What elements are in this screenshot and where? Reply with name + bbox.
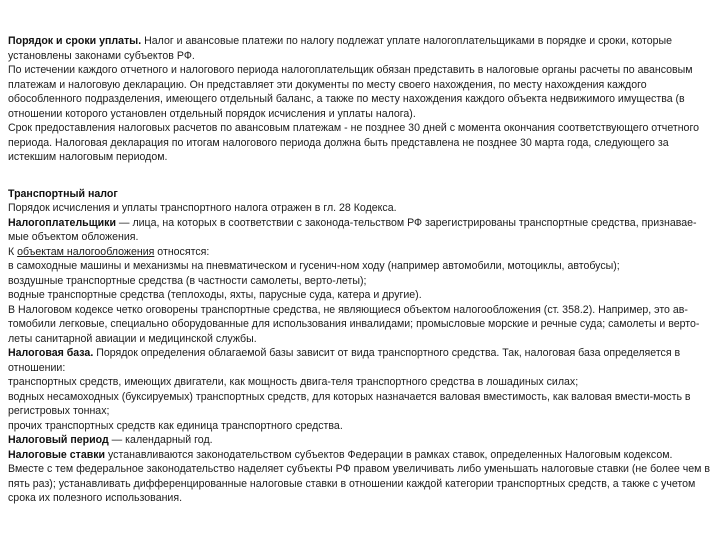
- paragraph-tax-period: [8, 433, 714, 448]
- payment-order-text: Налог и авансовые платежи по налогу подлежат уплате налогоплательщиками в порядке и сроки, которые установлены законами субъектов РФ.: [8, 35, 673, 62]
- object-item: воздушные транспортные средства (в частности самолеты, верто-леты);: [8, 274, 367, 287]
- object-item: водные транспортные средства (теплоходы, яхты, парусные суда, катера и другие).: [8, 289, 422, 301]
- paragraph-tax-base: [8, 346, 714, 375]
- tax-period-text: — календарный год.: [108, 434, 213, 446]
- tax-base-text: Порядок определения облагаемой базы зависит от вида транспортного средства. Так, налоговая база определяется в отношении:: [8, 347, 681, 374]
- object-item: в самоходные машины и механизмы на пневматическом и гусенич-ном ходу (например автомобили, мотоциклы, автобусы);: [8, 260, 620, 272]
- base-item: водных несамоходных (буксируемых) транспортных средств, для которых назначается валовая вместимость, как валовая вмести-мость в регистровых тоннах;: [8, 390, 691, 417]
- base-item: прочих транспортных средств как единица транспортного средства.: [8, 419, 343, 432]
- paragraph-tax-rates: [8, 448, 714, 463]
- section-spacer: [8, 165, 714, 187]
- paragraph-exclusions: В Налоговом кодексе четко оговорены транспортные средства, не являющиеся объектом налогообложения (ст. 358.2). Например, это ав-томобили легковые, специально оборудованные для использования инвалидами; промысловые морские и речные суда; самолеты и верто-леты санитарной авиации и медицинской службы.: [8, 303, 700, 345]
- tax-base-heading: Налоговая база.: [8, 347, 94, 359]
- paragraph-deadlines: Срок предоставления налоговых расчетов по авансовым платежам - не позднее 30 дней с момента окончания соответствующего отчетного периода. Налоговая декларация по итогам налогового периода должна быть представлена не позднее 30 марта года, следующего за истекшим налоговым периодом.: [8, 122, 699, 163]
- objects-underlined-term: объектам налогообложения: [17, 245, 155, 258]
- tax-rates-text: устанавливаются законодательством субъектов Федерации в рамках ставок, определенных Налоговым кодексом.: [105, 448, 673, 461]
- payers-text: — лица, на которых в соответствии с законода-тельством РФ зарегистрированы транспортные средства, признавае-мые объектом обложения.: [8, 216, 697, 243]
- paragraph-payers: [8, 216, 714, 245]
- base-item: транспортных средств, имеющих двигатели, как мощность двига-теля транспортного средства в лошадиных силах;: [8, 376, 579, 388]
- paragraph-rates-extra: Вместе с тем федеральное законодательство наделяет субъекты РФ правом увеличивать либо уменьшать налоговые ставки (не более чем в пять раз); устанавливать дифференцированные налоговые ставки в отношении каждой категории транспортных средств, а также с учетом срока их полезного использования.: [8, 463, 710, 504]
- section-title-transport-tax: Транспортный налог: [8, 187, 118, 200]
- tax-period-heading: Налоговый период: [8, 434, 109, 446]
- paragraph-intro: Порядок исчисления и уплаты транспортного налога отражен в гл. 28 Кодекса.: [8, 202, 397, 214]
- paragraph-payment-order: [8, 34, 714, 63]
- document-page: [8, 34, 714, 506]
- paragraph-objects: К объектам налогообложения относятся:: [8, 245, 210, 258]
- payment-order-heading: Порядок и сроки уплаты.: [8, 35, 142, 47]
- payers-heading: Налогоплательщики: [8, 216, 116, 229]
- paragraph-reporting: По истечении каждого отчетного и налогового периода налогоплательщик обязан представить в налоговые органы расчеты по авансовым платежам и налоговую декларацию. Он представляет эти документы по месту своего нахождения, по месту нахождения каждого обособленного подразделения, имеющего отдельный баланс, а также по месту нахождения каждого объекта недвижимого имущества (в отношении которого установлен отдельный порядок исчисления и уплаты налога).: [8, 64, 693, 120]
- tax-rates-heading: Налоговые ставки: [8, 448, 106, 461]
